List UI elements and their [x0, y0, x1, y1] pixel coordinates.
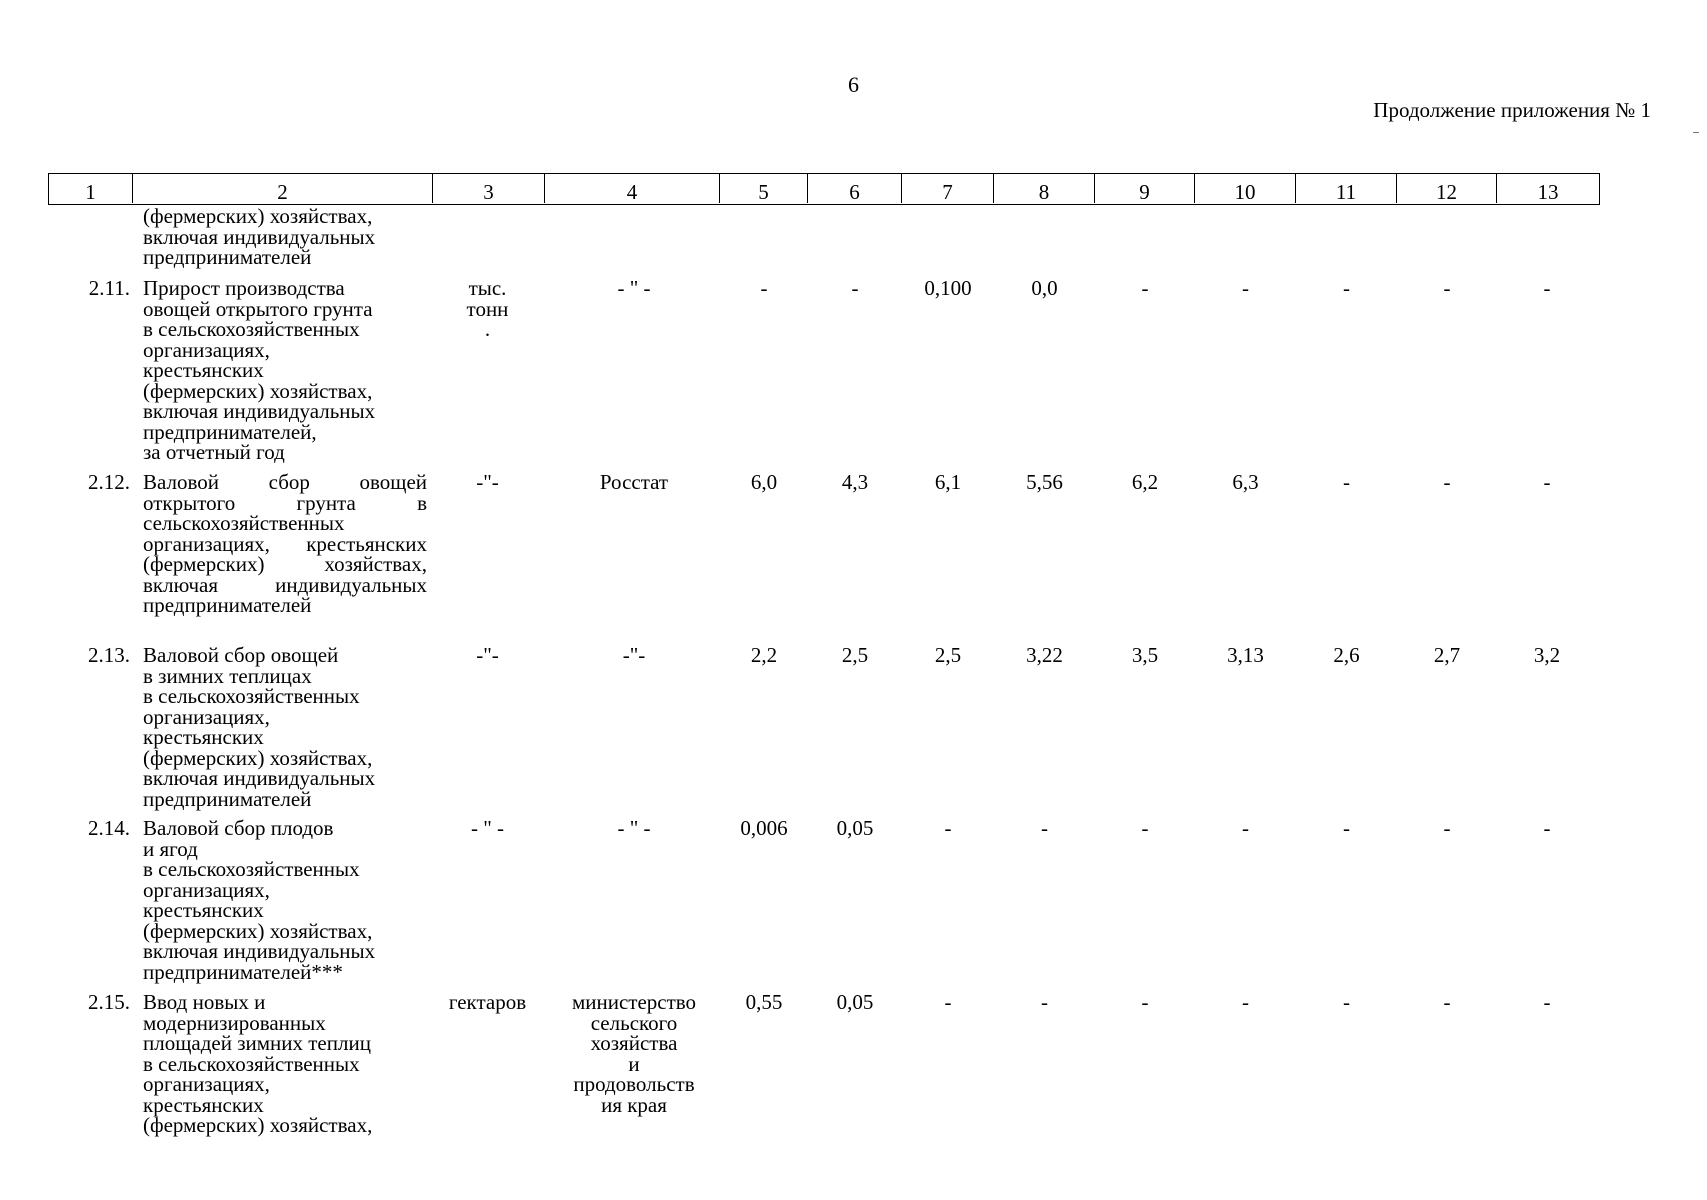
- header-cell: 3: [433, 174, 545, 203]
- header-cell: 10: [1195, 174, 1296, 203]
- value-col-11: -: [1343, 470, 1350, 494]
- value-col-6: -: [851, 276, 859, 300]
- value-col-12: -: [1443, 816, 1451, 840]
- value-col-13: 3,2: [1533, 643, 1561, 667]
- value-col-12: -: [1443, 470, 1451, 494]
- value-col-9: -: [1141, 276, 1149, 300]
- row-source: - " -: [617, 816, 651, 840]
- value-col-5: 0,55: [745, 990, 783, 1014]
- header-cell: 9: [1095, 174, 1195, 203]
- value-col-12: -: [1443, 990, 1451, 1014]
- value-col-11: -: [1343, 276, 1350, 300]
- row-source: Росстат: [599, 470, 669, 494]
- value-col-8: -: [1041, 990, 1048, 1014]
- value-col-7: -: [944, 990, 952, 1014]
- row-number: 2.11.: [88, 276, 130, 300]
- header-cell: 11: [1296, 174, 1397, 203]
- value-col-8: 3,22: [1026, 643, 1063, 667]
- row-number: 2.13.: [88, 643, 130, 667]
- value-col-9: -: [1141, 990, 1149, 1014]
- header-cell: 7: [902, 174, 994, 203]
- value-col-6: 4,3: [841, 470, 869, 494]
- value-col-11: -: [1343, 816, 1350, 840]
- value-col-6: 2,5: [841, 643, 869, 667]
- row-source: - " -: [617, 276, 651, 300]
- row-unit: тыс. тонн .: [466, 276, 509, 341]
- value-col-9: 6,2: [1131, 470, 1159, 494]
- row-unit: гектаров: [448, 990, 527, 1014]
- value-col-13: -: [1543, 470, 1551, 494]
- header-cell: 6: [808, 174, 902, 203]
- value-col-13: -: [1543, 990, 1551, 1014]
- value-col-11: -: [1343, 990, 1350, 1014]
- row-number: 2.12.: [88, 470, 130, 494]
- value-col-5: 2,2: [750, 643, 778, 667]
- header-cell: 5: [720, 174, 808, 203]
- value-col-13: -: [1543, 816, 1551, 840]
- row-name: Прирост производства овощей открытого грунта в сельскохозяйственных организациях, крестьянских (фермерских) хозяйствах, включая индивидуальных предпринимателей, за отчетный год: [143, 276, 376, 464]
- value-col-7: 2,5: [934, 643, 962, 667]
- value-col-7: 6,1: [934, 470, 962, 494]
- row-number: 2.14.: [88, 816, 130, 840]
- value-col-12: -: [1443, 276, 1451, 300]
- value-col-5: -: [760, 276, 768, 300]
- header-cell: 4: [545, 174, 720, 203]
- value-col-8: 5,56: [1026, 470, 1063, 494]
- header-cell: 12: [1397, 174, 1497, 203]
- value-col-8: 0,0: [1031, 276, 1058, 300]
- value-col-6: 0,05: [836, 990, 874, 1014]
- carry-over-text: (фермерских) хозяйствах, включая индивидуальных предпринимателей: [143, 204, 376, 269]
- row-name: Валовой сбор овощей в зимних теплицах в сельскохозяйственных организациях, крестьянских (фермерских) хозяйствах, включая индивидуальных предпринимателей: [143, 643, 376, 811]
- value-col-10: -: [1242, 990, 1249, 1014]
- row-name: Валовой сбор овощей открытого грунта в сельскохозяйственных организациях, крестьянских (фермерских) хозяйствах, включая индивидуальных предпринимателей: [143, 470, 427, 617]
- row-number: 2.15.: [88, 990, 130, 1014]
- value-col-10: 3,13: [1227, 643, 1264, 667]
- row-source: -"-: [622, 643, 646, 667]
- row-source: министерство сельского хозяйства и продовольств ия края: [571, 990, 697, 1117]
- value-col-9: 3,5: [1131, 643, 1159, 667]
- value-col-5: 0,006: [740, 816, 788, 840]
- row-unit: - " -: [470, 816, 505, 840]
- value-col-11: 2,6: [1333, 643, 1360, 667]
- row-name: Ввод новых и модернизированных площадей зимних теплиц в сельскохозяйственных организациях, крестьянских (фермерских) хозяйствах,: [143, 990, 373, 1137]
- value-col-7: 0,100: [924, 276, 972, 300]
- value-col-7: -: [944, 816, 952, 840]
- value-col-8: -: [1041, 816, 1048, 840]
- value-col-10: 6,3: [1232, 470, 1259, 494]
- value-col-6: 0,05: [836, 816, 874, 840]
- value-col-5: 6,0: [750, 470, 778, 494]
- row-unit: -"-: [476, 643, 499, 667]
- header-cell: 8: [994, 174, 1095, 203]
- header-cell: 2: [133, 174, 433, 203]
- page-number: 6: [848, 72, 859, 97]
- value-col-10: -: [1242, 816, 1249, 840]
- value-col-9: -: [1141, 816, 1149, 840]
- value-col-12: 2,7: [1433, 643, 1461, 667]
- header-cell: 1: [49, 174, 133, 203]
- header-cell: 13: [1537, 180, 1559, 203]
- value-col-13: -: [1543, 276, 1551, 300]
- table-header-row: [48, 173, 1600, 205]
- value-col-10: -: [1242, 276, 1249, 300]
- row-name: Валовой сбор плодов и ягод в сельскохозяйственных организациях, крестьянских (фермерских) хозяйствах, включая индивидуальных предпринимателей***: [143, 816, 376, 984]
- continuation-label: Продолжение приложения № 1: [1373, 98, 1651, 122]
- edge-mark: [1693, 132, 1699, 133]
- row-unit: -"-: [476, 470, 499, 494]
